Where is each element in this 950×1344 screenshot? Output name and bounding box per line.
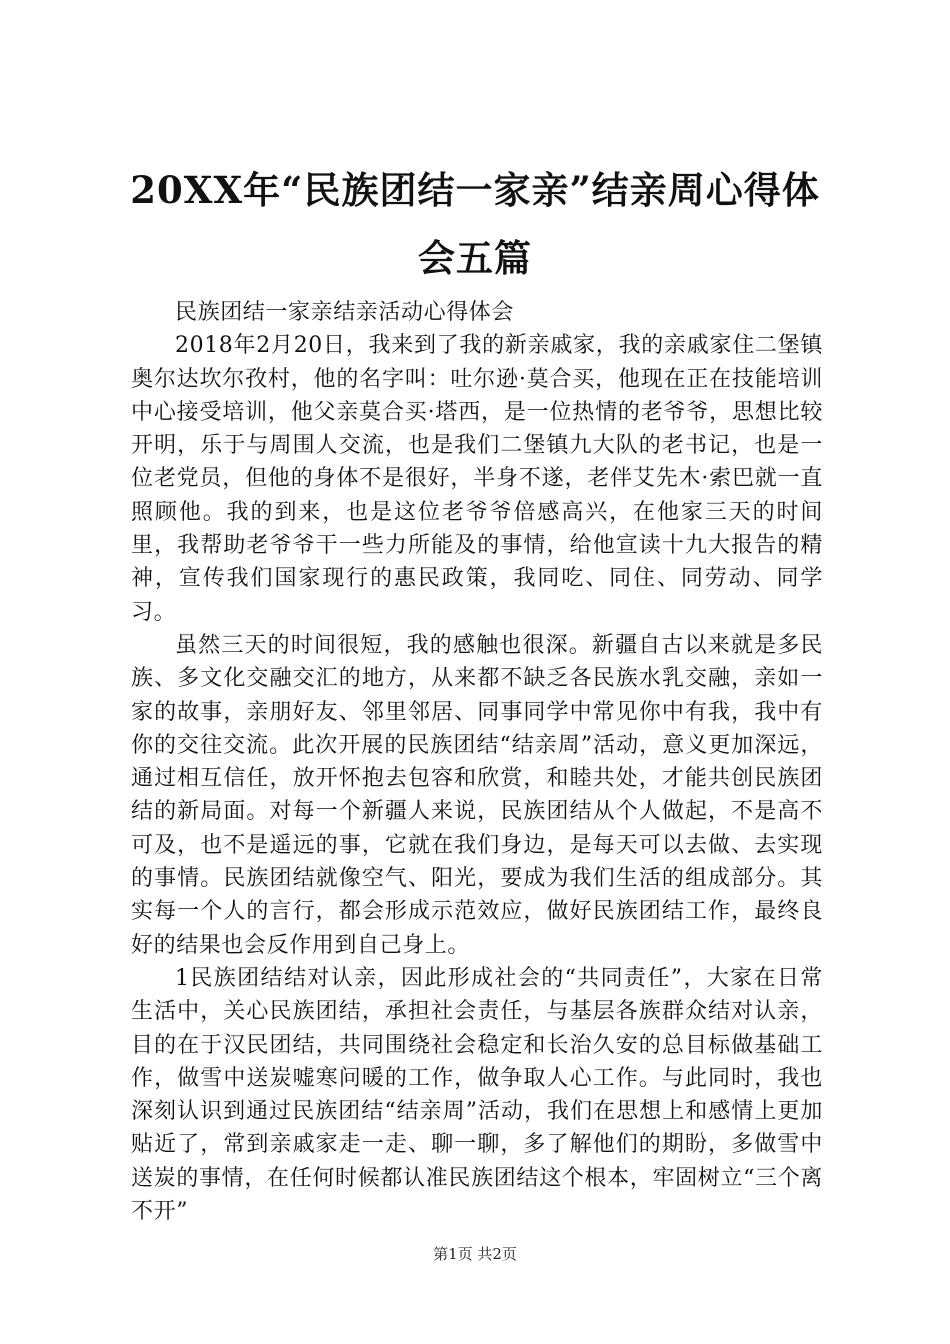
page-number: 第1页 共2页 [433, 1245, 517, 1263]
paragraph-2: 虽然三天的时间很短，我的感触也很深。新疆自古以来就是多民族、多文化交融交汇的地方，从来都不缺乏各民族水乳交融，亲如一家的故事，亲朋好友、邻里邻居、同事同学中常见你中有我，我中有你的交往交流。此次开展的民族团结“结亲周”活动，意义更加深远，通过相互信任，放开怀抱去包容和欣赏，和睦共处，才能共创民族团结的新局面。对每一个新疆人来说，民族团结从个人做起，不是高不可及，也不是遥远的事，它就在我们身边，是每天可以去做、去实现的事情。民族团结就像空气、阳光，要成为我们生活的组成部分。其实每一个人的言行，都会形成示范效应，做好民族团结工作，最终良好的结果也会反作用到自己身上。 [131, 632, 823, 958]
document-subtitle: 民族团结一家亲结亲活动心得体会 [175, 300, 515, 325]
document-title: 20XX年“民族团结一家亲”结亲周心得体会五篇 [130, 168, 820, 280]
paragraph-3: 1民族团结结对认亲，因此形成社会的“共同责任”，大家在日常生活中，关心民族团结，承担社会责任，与基层各族群众结对认亲，目的在于汉民团结，共同围绕社会稳定和长治久安的总目标做基础工作，做雪中送炭嘘寒问暖的工作，做争取人心工作。与此同时，我也深刻认识到通过民族团结“结亲周”活动，我们在思想上和感情上更加贴近了，常到亲戚家走一走、聊一聊，多了解他们的期盼，多做雪中送炭的事情，在任何时候都认准民族团结这个根本，牢固树立“三个离不开” [131, 965, 823, 1225]
paragraph-1: 2018年2月20日，我来到了我的新亲戚家，我的亲戚家住二堡镇奥尔达坎尔孜村，他的名字叫：吐尔逊·莫合买，他现在正在技能培训中心接受培训，他父亲莫合买·塔西，是一位热情的老爷爷，思想比较开明，乐于与周围人交流，也是我们二堡镇九大队的老书记，也是一位老党员，但他的身体不是很好，半身不遂，老伴艾先木·索巴就一直照顾他。我的到来，也是这位老爷爷倍感高兴，在他家三天的时间里，我帮助老爷爷干一些力所能及的事情，给他宣读十九大报告的精神，宣传我们国家现行的惠民政策，我同吃、同住、同劳动、同学习。 [131, 333, 823, 625]
document-body [131, 296, 823, 1228]
